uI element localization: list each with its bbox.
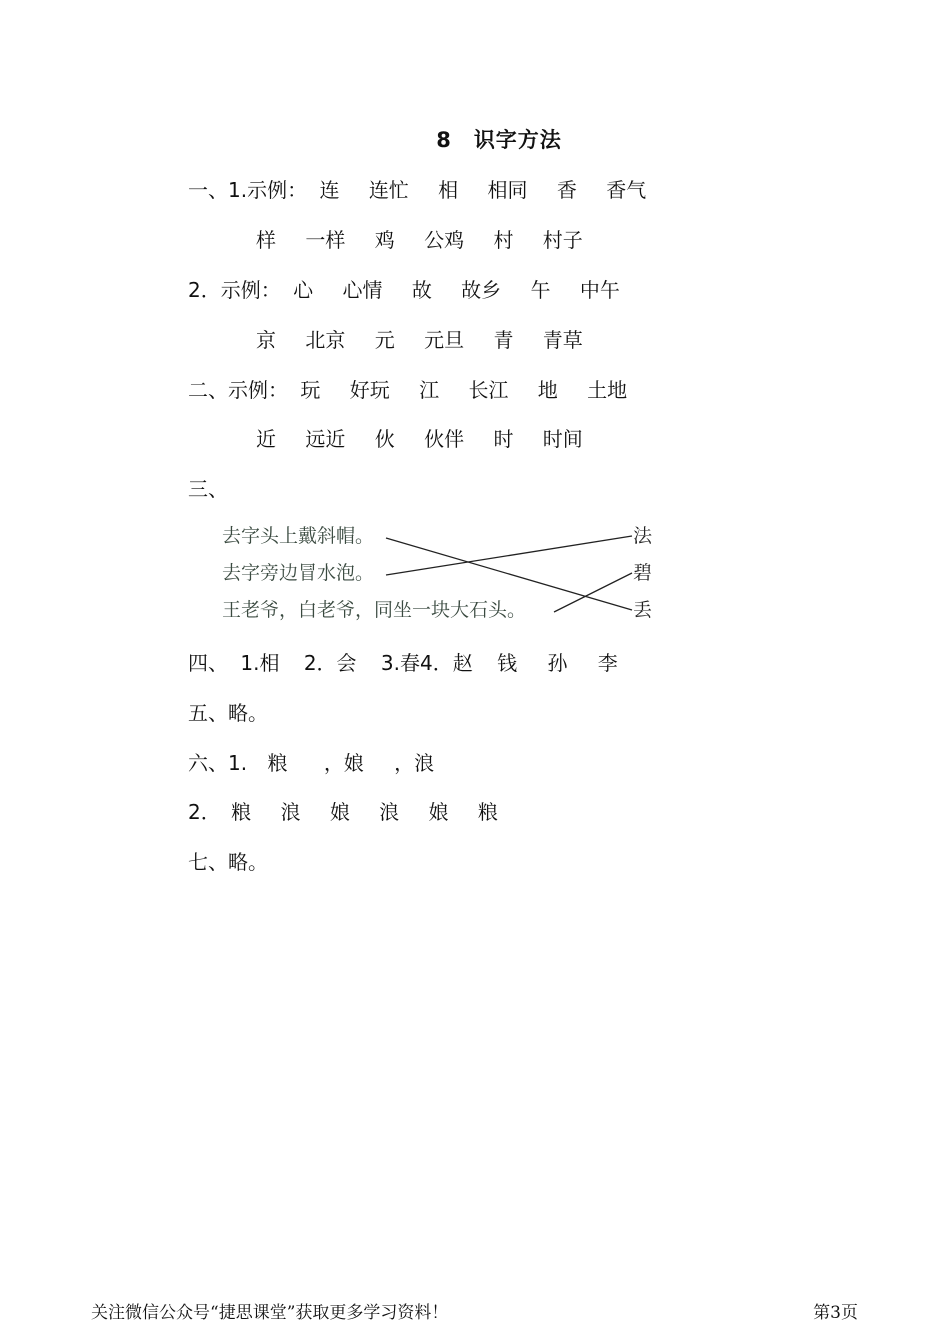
section5-text: 五、略。 — [188, 701, 268, 725]
answer-item: 浪 — [280, 800, 301, 824]
answer-word: 故 — [411, 278, 432, 302]
answer-word: 青草 — [542, 328, 583, 352]
answer-word: 样 — [256, 228, 276, 252]
answer-word: 公鸡 — [424, 228, 465, 252]
answer-word: 村 — [493, 228, 514, 252]
section1-part1-row1 — [188, 175, 646, 205]
answer-item: 粮 — [267, 751, 288, 775]
answer-item: 孙 — [547, 651, 568, 675]
answer-word: 江 — [419, 378, 440, 402]
section6-line1 — [188, 748, 434, 778]
answer-word: 村子 — [542, 228, 583, 252]
section1-part2-row2 — [256, 325, 583, 355]
section6-label: 六、1. — [188, 751, 248, 775]
section2-row2 — [256, 424, 583, 454]
answer-word: 远近 — [305, 427, 346, 451]
answer-item: 3.春4．赵 — [380, 651, 473, 675]
answer-item: 李 — [597, 651, 618, 675]
matching-exercise — [218, 520, 668, 630]
answer-word: 元 — [374, 328, 395, 352]
answer-word: 玩 — [300, 378, 321, 402]
answer-word: 香 — [556, 178, 577, 202]
answer-word: 伙 — [374, 427, 395, 451]
answer-char-2: 碧 — [633, 562, 653, 584]
answer-item: 娘 — [428, 800, 449, 824]
answer-item: 粮 — [231, 800, 252, 824]
answer-word: 土地 — [587, 378, 628, 402]
answer-word: 青 — [493, 328, 514, 352]
answer-word: 地 — [537, 378, 558, 402]
section1-part1-row2 — [256, 225, 583, 255]
answer-word: 时 — [493, 427, 514, 451]
lesson-number: 8 — [436, 128, 452, 152]
answer-word: 心情 — [342, 278, 383, 302]
riddle-2: 去字旁边冒水泡。 — [222, 562, 375, 584]
match-line-2 — [386, 536, 632, 575]
answer-word: 京 — [256, 328, 276, 352]
section6-line2-label: 2． — [188, 800, 221, 824]
answer-item: 钱 — [497, 651, 518, 675]
answer-item: 1.相 — [240, 651, 280, 675]
section1-part1-label: 一、1.示例： — [188, 178, 308, 202]
answer-word: 伙伴 — [424, 427, 465, 451]
section6-line2 — [188, 797, 498, 827]
answer-word: 一样 — [305, 228, 346, 252]
section2-label: 二、示例： — [188, 378, 288, 402]
answer-word: 好玩 — [349, 378, 390, 402]
answer-word: 故乡 — [461, 278, 502, 302]
section1-part2-row1 — [188, 275, 620, 305]
answer-word: 鸡 — [374, 228, 395, 252]
section2-row1 — [188, 375, 627, 405]
page-number: 第3页 — [813, 1303, 858, 1323]
answer-item: 娘 — [329, 800, 350, 824]
answer-word: 午 — [530, 278, 551, 302]
match-line-1 — [386, 538, 632, 610]
section1-part2-label: 2．示例： — [188, 278, 281, 302]
answer-word: 时间 — [542, 427, 583, 451]
answer-word: 连 — [319, 178, 340, 202]
section4-row — [188, 648, 618, 678]
section3-label: 三、 — [188, 477, 228, 501]
page-title — [0, 124, 950, 154]
answer-word: 近 — [256, 427, 276, 451]
answer-word: 相同 — [487, 178, 528, 202]
section7-text: 七、略。 — [188, 850, 268, 874]
footer-promo: 关注微信公众号“捷思课堂”获取更多学习资料！ — [91, 1303, 449, 1323]
answer-item: ，浪 — [394, 751, 435, 775]
answer-word: 香气 — [606, 178, 647, 202]
answer-word: 长江 — [468, 378, 509, 402]
section4-label: 四、 — [188, 651, 228, 675]
answer-word: 相 — [438, 178, 459, 202]
answer-char-3: 丢 — [633, 599, 653, 621]
answer-item: 粮 — [477, 800, 498, 824]
answer-item: 浪 — [379, 800, 400, 824]
answer-word: 连忙 — [368, 178, 409, 202]
answer-item: ，娘 — [323, 751, 364, 775]
lesson-title: 识字方法 — [473, 128, 562, 152]
answer-word: 元旦 — [424, 328, 465, 352]
answer-word: 中午 — [579, 278, 620, 302]
matching-lines — [218, 520, 668, 630]
answer-item: 2．会 — [303, 651, 357, 675]
answer-char-1: 法 — [633, 525, 653, 547]
riddle-1: 去字头上戴斜帽。 — [222, 525, 375, 547]
answer-word: 北京 — [305, 328, 346, 352]
answer-word: 心 — [293, 278, 314, 302]
riddle-3: 王老爷，白老爷，同坐一块大石头。 — [222, 599, 527, 621]
